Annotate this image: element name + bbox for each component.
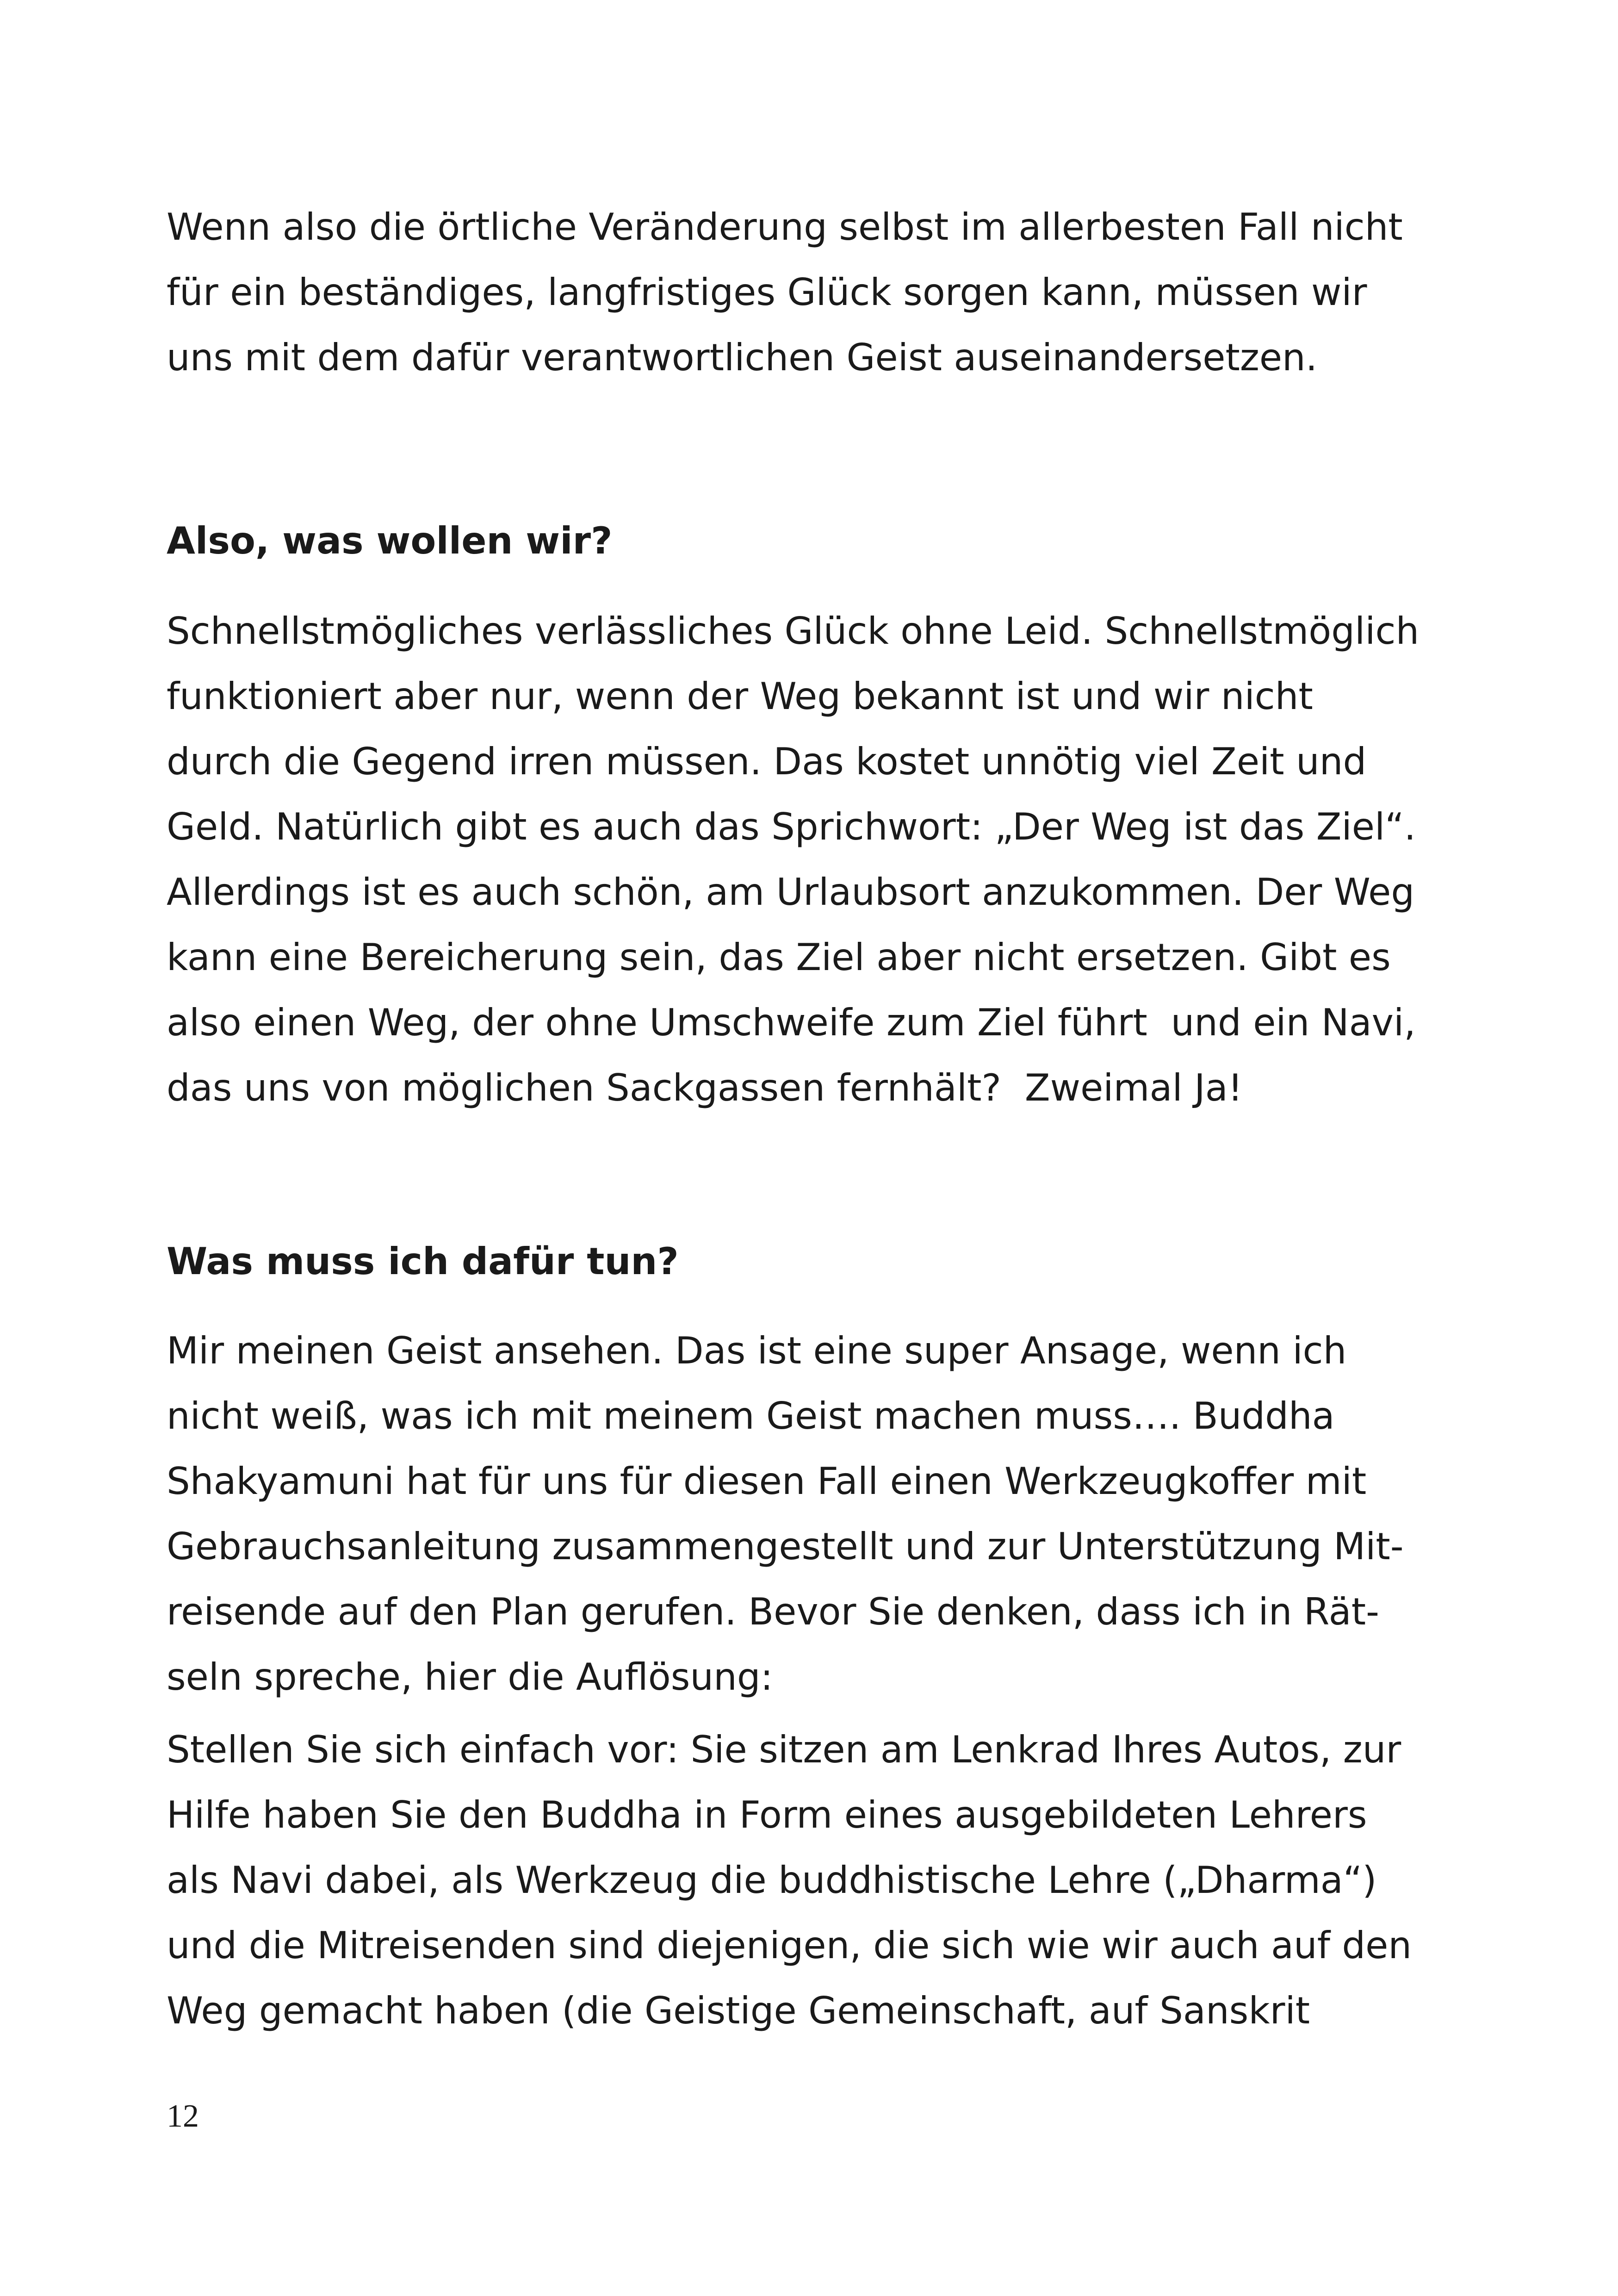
paragraph-car-metaphor: Stellen Sie sich einfach vor: Sie sitzen am Lenkrad Ihres Autos, zur Hilfe haben Sie den Buddha in Form eines ausgebildeten Lehrers als Navi dabei, als Werkzeug die buddhistische Lehre („Dharma“) und die Mitreisenden sind diejenigen, die sich wie wir auch auf den Weg gemacht haben (die Geistige Gemeinschaft, auf Sanskrit bbox=[167, 1728, 1412, 2032]
page-number: 12 bbox=[167, 2098, 199, 2134]
paragraph-intro: Wenn also die örtliche Veränderung selbst im allerbesten Fall nicht für ein beständiges, langfristiges Glück sorgen kann, müssen wir uns mit dem dafür verantwortlichen Geist auseinandersetzen. bbox=[167, 205, 1403, 379]
heading-what-do-we-want: Also, was wollen wir? bbox=[167, 519, 613, 562]
heading-what-must-i-do: Was muss ich dafür tun? bbox=[167, 1240, 679, 1283]
paragraph-happiness: Schnellstmögliches verlässliches Glück ohne Leid. Schnellstmöglich funktioniert aber nur, wenn der Weg bekannt ist und wir nicht durch die Gegend irren müssen. Das kostet unnötig viel Zeit und Geld. Natürlich gibt es auch das Sprichwort: „Der Weg ist das Ziel“. Allerdings ist es auch schön, am Urlaubsort anzukommen. Der Weg kann eine Bereicherung sein, das Ziel aber nicht ersetzen. Gibt es also einen Weg, der ohne Umschweife zum Ziel führt und ein Navi, das uns von möglichen Sackgassen fernhält? Zweimal Ja! bbox=[167, 610, 1420, 1109]
paragraph-toolbox: Mir meinen Geist ansehen. Das ist eine super Ansage, wenn ich nicht weiß, was ich mit meinem Geist machen muss…. Buddha Shakyamuni hat für uns für diesen Fall einen Werkzeugkoffer mit Gebrauchsanleitung zusammengestellt und zur Unterstützung Mit- reisende auf den Plan gerufen. Bevor Sie denken, dass ich in Rät- seln spreche, hier die Auflösung: bbox=[167, 1329, 1404, 1699]
